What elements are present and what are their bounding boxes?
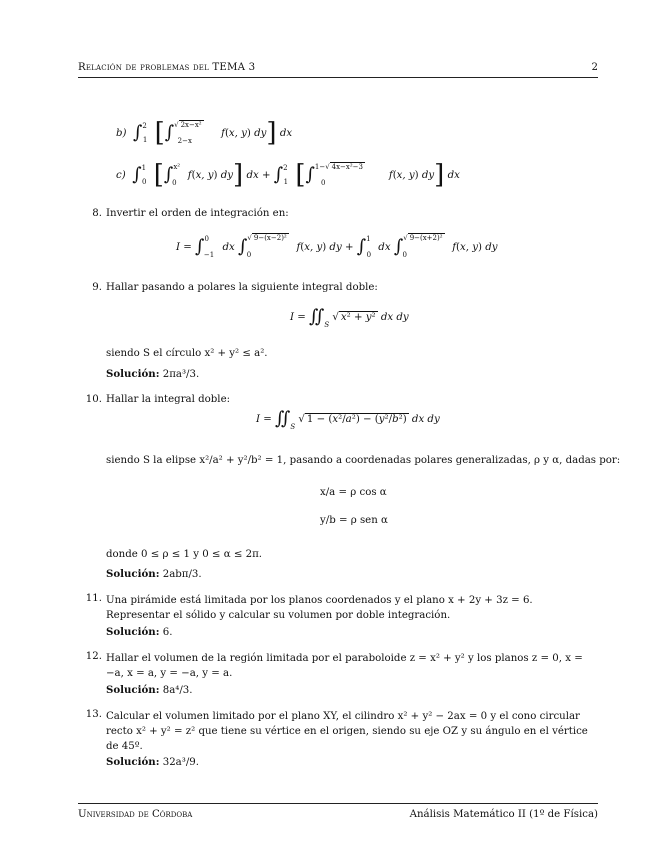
formula-8: I = ∫$^0_{-1}$ dx ∫$^{√ 9-(x-2)^2}_0$ f(x, y) dy + ∫$^1_0$ dx ∫$^{√ 9-(x+2)^2}_0$ f(x, y) dy — [176, 234, 498, 259]
header-title: Relación de problemas del TEMA 3 — [78, 62, 256, 73]
item-9-number: 9. — [92, 282, 102, 293]
item-c — [116, 162, 460, 188]
page-header — [78, 62, 598, 76]
item-b — [116, 120, 292, 146]
item-10-solution — [106, 568, 202, 580]
item-10-text: Hallar la integral doble: — [106, 394, 231, 405]
item-8-number: 8. — [92, 208, 102, 219]
item-10-eq1: x/a = ρ cos α — [320, 487, 387, 498]
solution-value: 6. — [162, 627, 173, 638]
page-footer — [78, 809, 598, 823]
item-12-number: 12. — [85, 651, 102, 662]
solution-value: 2abπ/3. — [162, 569, 202, 580]
item-12-solution — [106, 684, 193, 696]
solution-label: Solución: — [106, 568, 160, 580]
item-13-text: Calcular el volumen limitado por el plano XY, el cilindro x² + y² − 2ax = 0 y el cono circular recto x² + y² = z² que tiene su vértice en el origen, siendo su eje OZ y su ángulo en el vértice de 45º. — [106, 711, 588, 752]
item-9-siendo: siendo S el círculo x² + y² ≤ a². — [106, 348, 268, 359]
item-10-eq2: y/b = ρ sen α — [320, 515, 388, 526]
item-11-number: 11. — [85, 593, 102, 604]
label-c: c) — [116, 170, 126, 181]
item-11-text: Una pirámide está limitada por los planos coordenados y el plano x + 2y + 3z = 6. Representar el sólido y calcular su volumen por doble integración. — [106, 595, 533, 621]
formula-9: $I = ∬_S$ √ x² + y² dx dy — [290, 306, 409, 329]
item-10-siendo: siendo S la elipse x²/a² + y²/b² = 1, pasando a coordenadas polares generalizadas, ρ y α, dadas por: — [106, 455, 621, 466]
label-b: b) — [116, 128, 127, 139]
item-10-number: 10. — [85, 394, 102, 405]
item-11-solution — [106, 626, 172, 638]
formula-b: ∫$^2_1$ [∫$^{√ 2x-x^2}_{2-x}$ f(x, y) dy] dx — [133, 118, 293, 148]
footer-course: Análisis Matemático II (1º de Física) — [409, 809, 598, 820]
page-number: 2 — [591, 62, 598, 73]
footer-rule — [78, 803, 598, 804]
formula-10: $I = ∬_S$ √ 1 − (x²/a²) − (y²/b²) dx dy — [256, 408, 440, 431]
item-10-donde: donde 0 ≤ ρ ≤ 1 y 0 ≤ α ≤ 2π. — [106, 549, 263, 560]
solution-label: Solución: — [106, 368, 160, 380]
item-12-text: Hallar el volumen de la región limitada por el paraboloide z = x² + y² y los planos z = 0, x = −a, x = a, y = −a, y = a. — [106, 653, 583, 679]
solution-label: Solución: — [106, 756, 160, 768]
solution-label: Solución: — [106, 684, 160, 696]
solution-value: 2πa³/3. — [162, 369, 200, 380]
item-13-solution — [106, 756, 199, 768]
item-13-number: 13. — [85, 709, 102, 720]
solution-label: Solución: — [106, 626, 160, 638]
footer-university: Universidad de Córdoba — [78, 809, 193, 820]
formula-c: ∫$^1_0$ [∫$^{x^2}_0$ f(x, y) dy] dx + ∫$^2_1$ [∫$^{1-√ 4x-x^2-3}_0$ f(x, y) dy] dx — [132, 160, 460, 190]
item-9-solution — [106, 368, 199, 380]
solution-value: 32a³/9. — [162, 757, 199, 768]
item-8-text: Invertir el orden de integración en: — [106, 208, 289, 219]
header-rule — [78, 77, 598, 78]
solution-value: 8a⁴/3. — [162, 685, 193, 696]
item-9-text: Hallar pasando a polares la siguiente integral doble: — [106, 282, 378, 293]
